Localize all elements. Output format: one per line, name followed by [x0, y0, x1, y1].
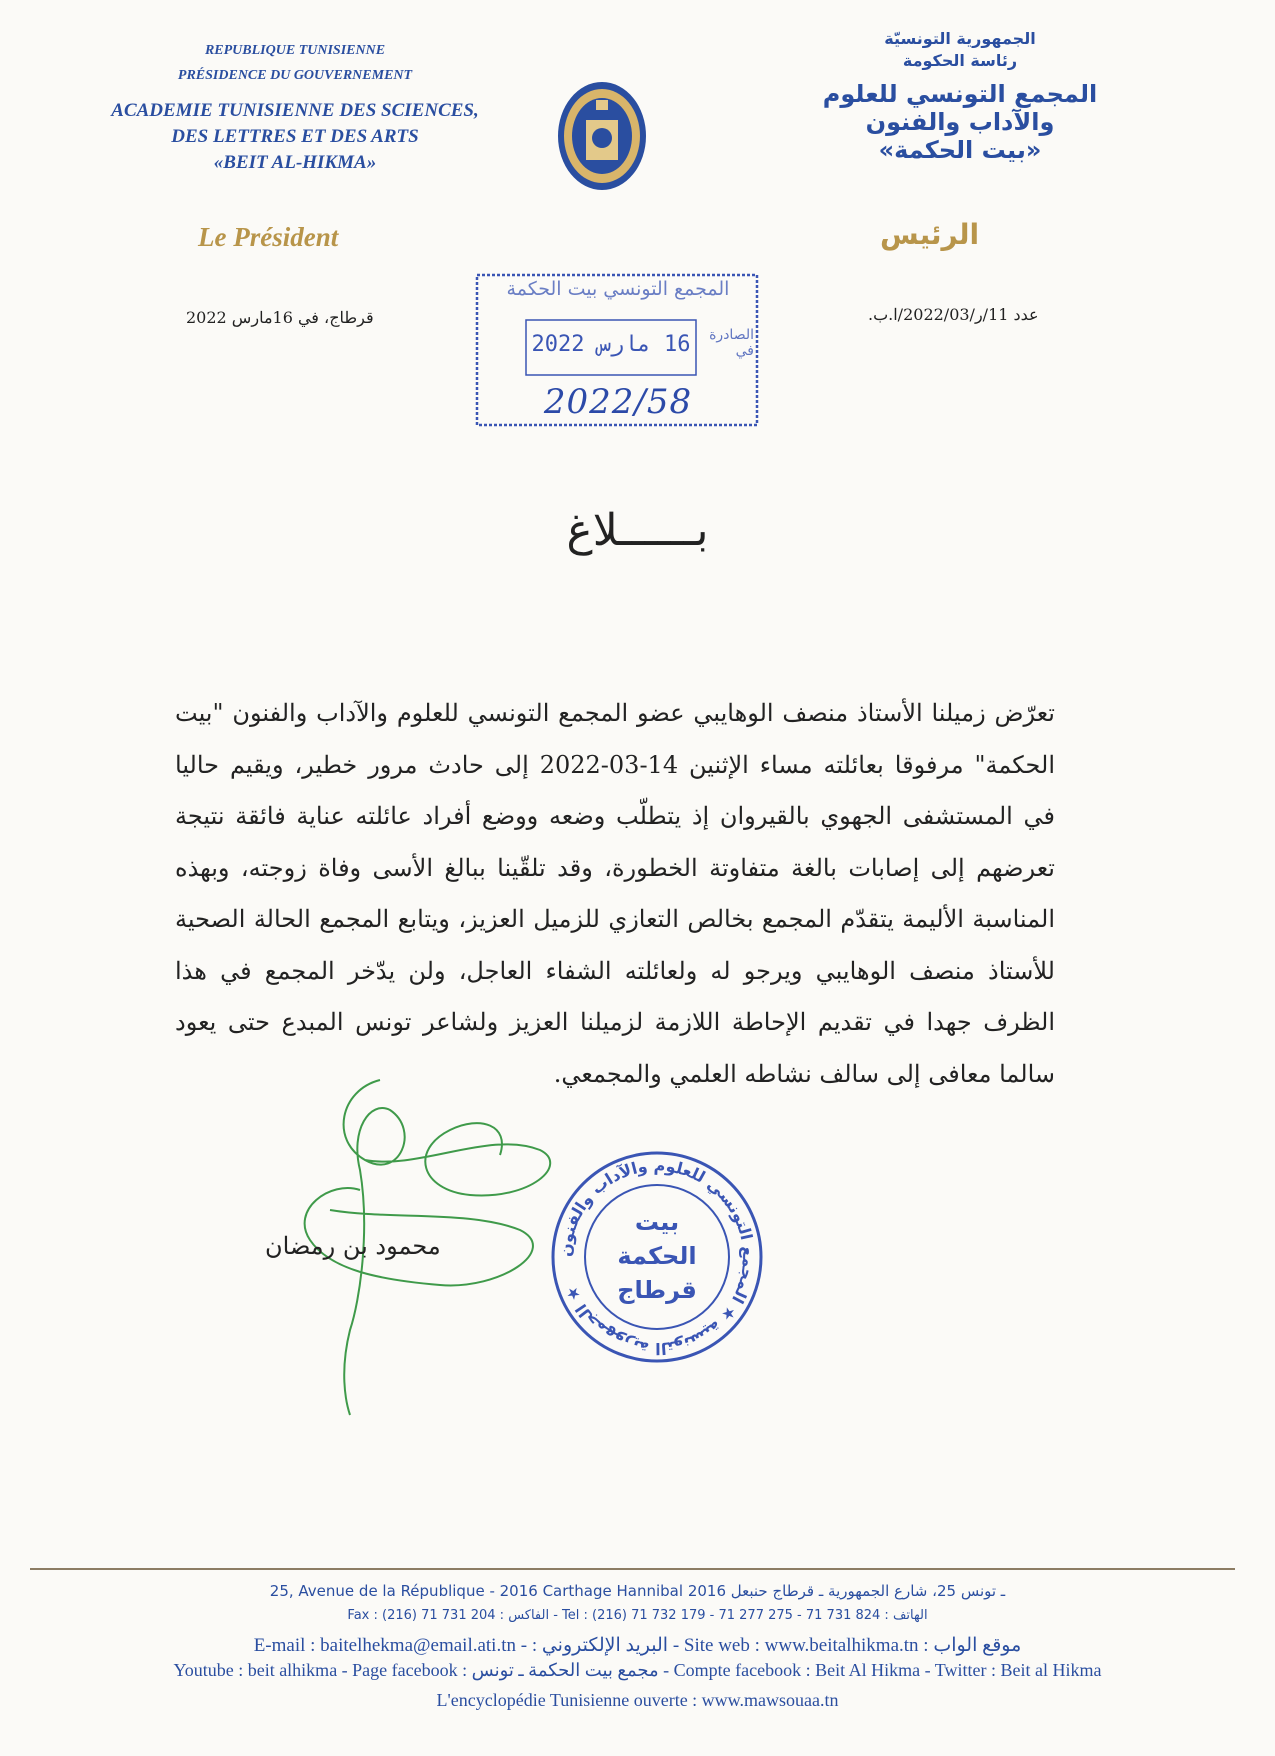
footer-phones: Fax : (216) 71 731 204 : الفاكس - Tel : (216) 71 732 179 - 71 277 275 - 71 731 824 : الهاتف [347, 1608, 928, 1623]
header-ar-line4: والآداب والفنون [865, 108, 1055, 136]
header-fr-line5: «BEIT AL-HIKMA» [213, 152, 377, 173]
signatory-name: محمود بن رمضان [265, 1232, 441, 1260]
header-french [90, 38, 500, 176]
document-title: بــــــلاغ [566, 505, 709, 556]
academy-emblem-logo [556, 80, 648, 192]
role-fr: Le Président [198, 222, 339, 252]
header-ar-line2: رئاسة الحكومة [902, 51, 1018, 70]
seal-line-3: قرطاج [617, 1276, 697, 1304]
header-ar-line3: المجمع التونسي للعلوم [822, 80, 1098, 108]
footer-social: Youtube : beit alhikma - Page facebook : مجمع بيت الحكمة ـ تونس - Compte facebook : Beit Al Hikma - Twitter : Beit al Hikma [173, 1660, 1102, 1680]
header-ar-line1: الجمهورية التونسيّة [884, 29, 1036, 48]
seal-line-2: الحكمة [617, 1242, 697, 1270]
announcement-body: تعرّض زميلنا الأستاذ منصف الوهايبي عضو المجمع التونسي للعلوم والآداب والفنون "بيت الحكمة" مرفوقا بعائلته مساء الإثنين 14-03-2022 إلى حادث مرور خطير، ويقيم حاليا في المستشفى الجهوي بالقيروان إذ يتطلّب وضعه ووضع أفراد عائلته عناية فائقة نتيجة تعرضهم إلى إصابات بالغة متفاوتة الخطورة، وقد تلقّينا ببالغ الأسى وفاة زوجته، وبهذه المناسبة الأليمة يتقدّم المجمع بخالص التعازي للزميل العزيز، ويتابع المجمع الحالة الصحية للأستاذ منصف الوهايبي ويرجو له ولعائلته الشفاء العاجل، ولن يدّخر المجمع في هذا الظرف جهدا في تقديم الإحاطة اللازمة لزميلنا العزيز ولشاعر تونس المبدع حتى يعود سالما معافى إلى سالف نشاطه العلمي والمجمعي. [175, 699, 1055, 1088]
stamp-date: 16 مارس 2022 [531, 332, 691, 357]
header-fr-line4: DES LETTRES ET DES ARTS [171, 126, 419, 147]
received-stamp [473, 272, 761, 432]
date-line: قرطاج، في 16مارس 2022 [186, 308, 374, 327]
footer-divider [30, 1568, 1235, 1570]
header-fr-line2: PRÉSIDENCE DU GOUVERNEMENT [177, 68, 413, 83]
footer-address: 25, Avenue de la République - 2016 Carthage Hannibal ـ تونس 25، شارع الجمهورية ـ قرطاج حنبعل 2016 [269, 1582, 1006, 1600]
header-arabic [760, 28, 1160, 164]
stamp-org-text: المجمع التونسي بيت الحكمة [506, 278, 730, 300]
seal-line-1: بيت [634, 1208, 680, 1236]
stamp-label: الصادرة في [709, 327, 754, 359]
role-ar: الرئيس [880, 218, 980, 251]
header-fr-line3: ACADEMIE TUNISIENNE DES SCIENCES, [111, 100, 479, 121]
header-fr-line1: REPUBLIQUE TUNISIENNE [204, 43, 386, 58]
header-ar-line5: «بيت الحكمة» [878, 136, 1042, 164]
stamp-handwritten-number: 2022/58 [543, 382, 693, 422]
footer-encyclopedia: L'encyclopédie Tunisienne ouverte : www.mawsouaa.tn [436, 1690, 839, 1710]
seal-ring-text: الجمهورية التونسية ★ المجمع التونسي للعلوم والآداب والفنون ★ [555, 1155, 759, 1359]
footer-email: E-mail : baitelhekma@email.ati.tn - : البريد الإلكتروني - Site web : www.beitalhikma.tn : موقع الواب [253, 1635, 1022, 1656]
round-seal-stamp [548, 1148, 766, 1366]
reference-number: عدد 11/ر/2022/03/ا.ب. [868, 305, 1039, 324]
